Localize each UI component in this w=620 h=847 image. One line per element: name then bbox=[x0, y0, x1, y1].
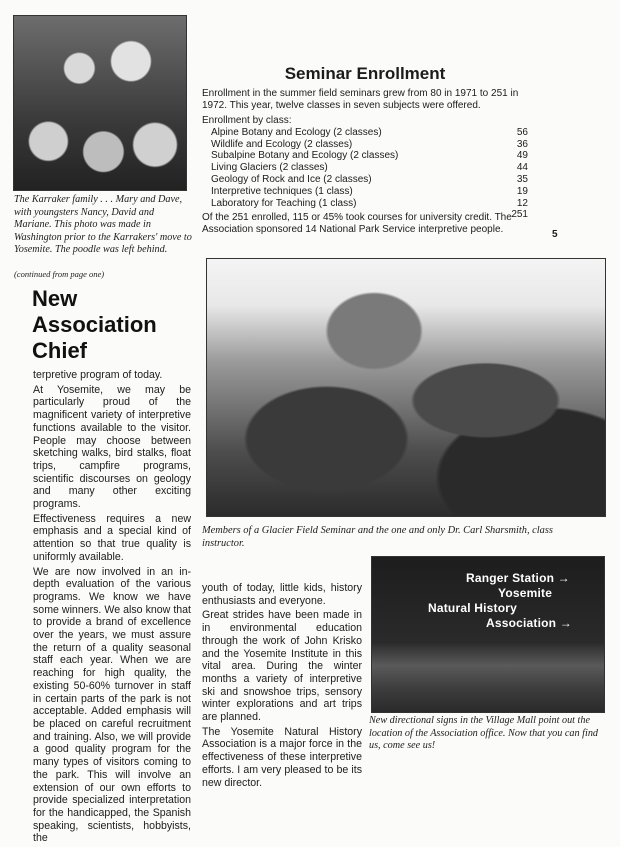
class-name: Living Glaciers (2 classes) bbox=[211, 162, 328, 174]
class-name: Subalpine Botany and Ecology (2 classes) bbox=[211, 150, 399, 162]
glacier-photo-caption: Members of a Glacier Field Seminar and the one and only Dr. Carl Sharsmith, class instructor. bbox=[202, 525, 553, 549]
article-paragraph-5: youth of today, little kids, history enthusiasts and everyone. bbox=[202, 582, 362, 607]
seminar-title: Seminar Enrollment bbox=[284, 64, 446, 83]
seminar-by-class-label: Enrollment by class: bbox=[202, 115, 292, 126]
table-row bbox=[211, 139, 528, 151]
sign-line-1: Ranger Station → bbox=[466, 571, 570, 585]
continued-note: (continued from page one) bbox=[14, 269, 105, 279]
article-paragraph-6: Great strides have been made in in environmental education through the work of John Krisko and the Yosemite Institute in this vital area. During the winter months a variety of interpretive ski and snowshoe trips, sensory winter explorations and art trips are planned. bbox=[202, 609, 362, 724]
seminar-table bbox=[202, 115, 528, 221]
class-name: Laboratory for Teaching (1 class) bbox=[211, 197, 357, 209]
article-paragraph-7: The Yosemite Natural History Association is a major force in the effectiveness of these interpretive efforts. I am very pleased to be its new director. bbox=[202, 725, 362, 789]
headline bbox=[32, 286, 157, 364]
class-count: 56 bbox=[516, 126, 528, 138]
table-row bbox=[211, 162, 528, 174]
class-name: Alpine Botany and Ecology (2 classes) bbox=[211, 126, 382, 138]
class-name: Interpretive techniques (1 class) bbox=[211, 185, 353, 197]
glacier-seminar-photo bbox=[206, 258, 606, 517]
class-count: 49 bbox=[516, 150, 528, 162]
table-row bbox=[211, 150, 528, 162]
class-count: 12 bbox=[516, 197, 528, 209]
article-column-1 bbox=[33, 369, 191, 847]
seminar-intro: Enrollment in the summer field seminars grew from 80 in 1971 to 251 in 1972. This year, twelve classes in seven subjects were offered. bbox=[202, 88, 519, 111]
headline-line-3: Chief bbox=[32, 338, 87, 363]
headline-line-2: Association bbox=[32, 312, 157, 337]
sign-line-4: Association → bbox=[486, 616, 572, 630]
table-row bbox=[211, 186, 528, 198]
seminar-footer: Of the 251 enrolled, 115 or 45% took courses for university credit. The Association sponsored 14 National Park Service interpretive people. bbox=[202, 212, 512, 235]
table-row bbox=[211, 127, 528, 139]
class-name: Geology of Rock and Ice (2 classes) bbox=[211, 173, 372, 185]
article-paragraph-3: Effectiveness requires a new emphasis and a special kind of attention so that true quality is uniformly available. bbox=[33, 512, 191, 563]
table-row bbox=[211, 174, 528, 186]
seminar-total: 251 bbox=[511, 209, 528, 221]
sign-line-2: Yosemite bbox=[498, 586, 553, 600]
article-paragraph-4: We are now involved in an in-depth evaluation of the various programs. We know we have some winners. We also know that to provide a brand of excellence over the years, we must assure the return of a quality seasonal staff each year. When we are reaching for high quality, the existing 50-60% turnover in staff in certain parts of the park is not acceptable. Added emphasis will be placed on careful recruitment and training. Also, we will provide a good quality program for the many types of visitors coming to the park. This will involve an extension of our own efforts to provide specialized interpretation for the handicapped, the Spanish speaking, scientists, hobbyists, the bbox=[33, 565, 191, 845]
class-count: 44 bbox=[516, 162, 528, 174]
article-paragraph-1: terpretive program of today. bbox=[33, 369, 163, 381]
sign-photo-caption: New directional signs in the Village Mall point out the location of the Association office. Now that you can find us, come see us! bbox=[369, 715, 599, 752]
table-row bbox=[211, 198, 528, 210]
family-photo bbox=[13, 15, 187, 191]
directional-sign-photo bbox=[371, 556, 605, 713]
page-number: 5 bbox=[552, 229, 558, 240]
class-name: Wildlife and Ecology (2 classes) bbox=[211, 138, 353, 150]
article-paragraph-2: At Yosemite, we may be particularly proud of the magnificent variety of interpretive functions available to the visitor. People may choose between sketching walks, bird stalks, float trips, campfire programs, scientific discourses on geology and many other exciting programs. bbox=[33, 383, 191, 511]
headline-line-1: New bbox=[32, 286, 78, 311]
class-count: 19 bbox=[516, 185, 528, 197]
class-count: 35 bbox=[516, 173, 528, 185]
article-column-2 bbox=[202, 582, 362, 791]
class-count: 36 bbox=[516, 138, 528, 150]
sign-line-3: Natural History bbox=[428, 601, 518, 615]
family-photo-caption: The Karraker family . . . Mary and Dave, with youngsters Nancy, David and Mariane. This photo was made in Washington prior to the Karrakers' move to Yosemite. The poodle was left behind. bbox=[14, 194, 192, 256]
